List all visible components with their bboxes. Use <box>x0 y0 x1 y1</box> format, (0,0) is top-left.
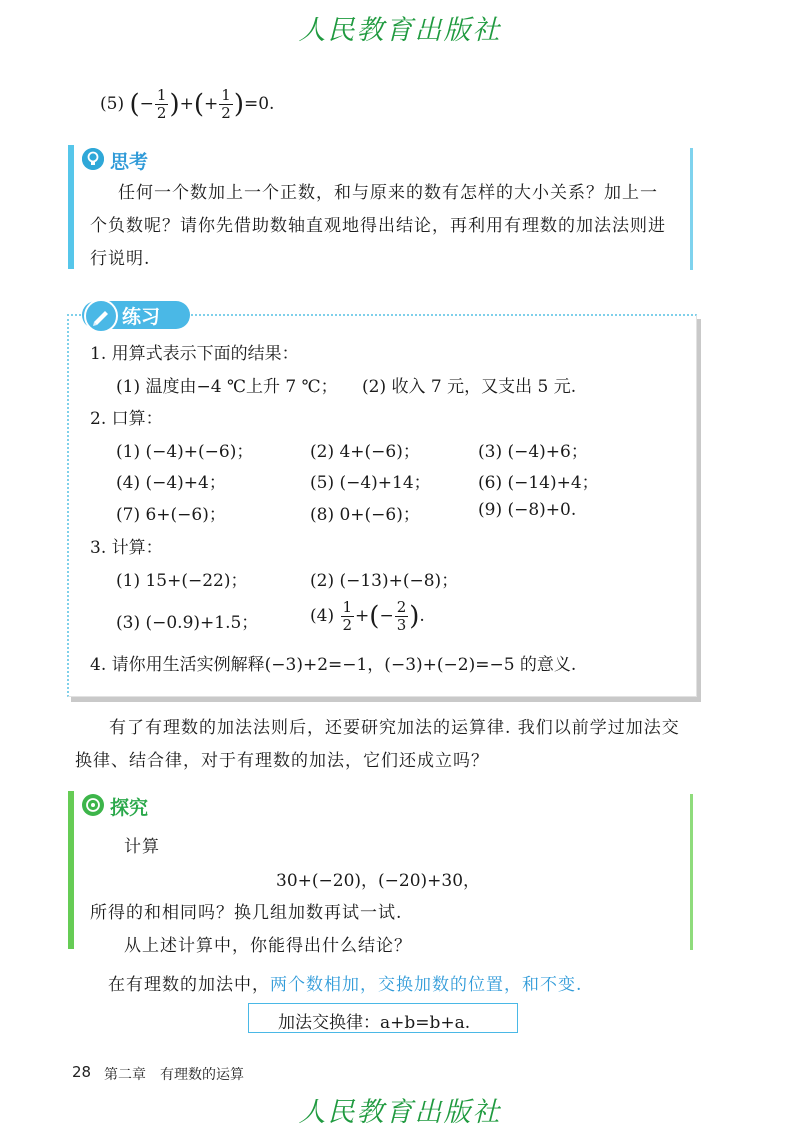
practice-q2-item: (6) (−14)+4； <box>478 473 599 493</box>
explore-title: 探究 <box>110 797 149 819</box>
practice-q2: 2. 口算： <box>90 409 163 429</box>
fraction-half-3: $\frac{1}{2}$ <box>342 598 353 634</box>
fraction-half: $\frac{1}{2}$ <box>156 86 167 122</box>
plus-sign-3: + <box>355 606 370 626</box>
target-icon <box>82 794 104 816</box>
think-right-rule <box>690 148 693 270</box>
practice-q2-item: (1) (−4)+(−6)； <box>116 442 254 462</box>
pencil-icon <box>84 299 118 333</box>
practice-q2-item: (9) (−8)+0. <box>478 500 577 520</box>
practice-q1: 1. 用算式表示下面的结果： <box>90 344 299 364</box>
rule-highlight: 两个数相加，交换加数的位置，和不变. <box>270 975 583 995</box>
rule-prefix: 在有理数的加法中， <box>108 975 270 995</box>
explore-compute: 计算 <box>124 837 160 857</box>
practice-q3: 3. 计算： <box>90 538 163 558</box>
practice-q3-d-label: (4) <box>310 606 335 626</box>
plus-sign: + <box>179 94 194 114</box>
explore-expression: 30+(−20)，(−20)+30， <box>276 871 481 891</box>
practice-q1-a: (1) 温度由−4 ℃上升 7 ℃； <box>116 377 338 397</box>
think-line-2: 个负数呢？请你先借助数轴直观地得出结论，再利用有理数的加法法则进 <box>90 216 666 236</box>
explore-right-rule <box>690 794 693 950</box>
page-number: 28 <box>72 1063 92 1081</box>
practice-q2-item: (2) 4+(−6)； <box>310 442 420 462</box>
practice-q2-item: (5) (−4)+14； <box>310 473 431 493</box>
practice-q3-c: (3) (−0.9)+1.5； <box>116 613 259 633</box>
publisher-logo-top: 人民教育出版社 <box>298 15 502 46</box>
practice-q4: 4. 请你用生活实例解释(−3)+2=−1，(−3)+(−2)=−5 的意义. <box>90 655 577 675</box>
commutative-law: 加法交换律：a+b=b+a. <box>278 1013 471 1033</box>
body-line-2: 换律、结合律，对于有理数的加法，它们还成立吗？ <box>75 751 489 771</box>
equals-zero: =0. <box>243 94 275 114</box>
period: . <box>419 606 425 626</box>
explore-question: 所得的和相同吗？换几组加数再试一试. <box>90 903 403 923</box>
practice-q3-b: (2) (−13)+(−8)； <box>310 571 459 591</box>
publisher-logo-bottom: 人民教育出版社 <box>298 1097 502 1128</box>
minus-sign: − <box>139 94 154 114</box>
think-paragraph <box>90 177 690 276</box>
example-5: (5) (− $\frac{1}{2}$ )+(+ $\frac{1}{2}$ )=0. <box>100 86 275 122</box>
practice-q3-a: (1) 15+(−22)； <box>116 571 248 591</box>
think-line-1: 任何一个数加上一个正数，和与原来的数有怎样的大小关系？加上一 <box>118 183 658 203</box>
practice-q1-b: (2) 收入 7 元，又支出 5 元. <box>362 377 577 397</box>
fraction-half-2: $\frac{1}{2}$ <box>221 86 231 122</box>
plus-sign-2: + <box>204 94 219 114</box>
explore-conclude: 从上述计算中，你能得出什么结论？ <box>124 936 412 956</box>
commutative-rule <box>108 970 582 995</box>
example-5-label: (5) <box>100 94 125 114</box>
practice-q2-item: (3) (−4)+6； <box>478 442 588 462</box>
think-side-bar <box>68 145 74 269</box>
think-line-3: 行说明. <box>90 249 151 269</box>
body-line-1: 有了有理数的加法法则后，还要研究加法的运算律. 我们以前学过加法交 <box>109 718 680 738</box>
chapter-title: 第二章 有理数的运算 <box>104 1067 244 1083</box>
lightbulb-icon <box>82 148 104 170</box>
practice-title: 练习 <box>122 306 161 328</box>
practice-q2-item: (8) 0+(−6)； <box>310 505 420 525</box>
practice-q2-item: (7) 6+(−6)； <box>116 505 226 525</box>
explore-side-bar <box>68 791 74 949</box>
practice-q2-item: (4) (−4)+4； <box>116 473 226 493</box>
think-title: 思考 <box>110 151 149 173</box>
practice-q3-d: (4) $\frac{1}{2}$ +(− $\frac{2}{3}$ ). <box>310 598 425 634</box>
fraction-two-thirds: $\frac{2}{3}$ <box>396 598 407 634</box>
body-paragraph <box>75 712 715 778</box>
minus-sign-3: − <box>379 606 394 626</box>
